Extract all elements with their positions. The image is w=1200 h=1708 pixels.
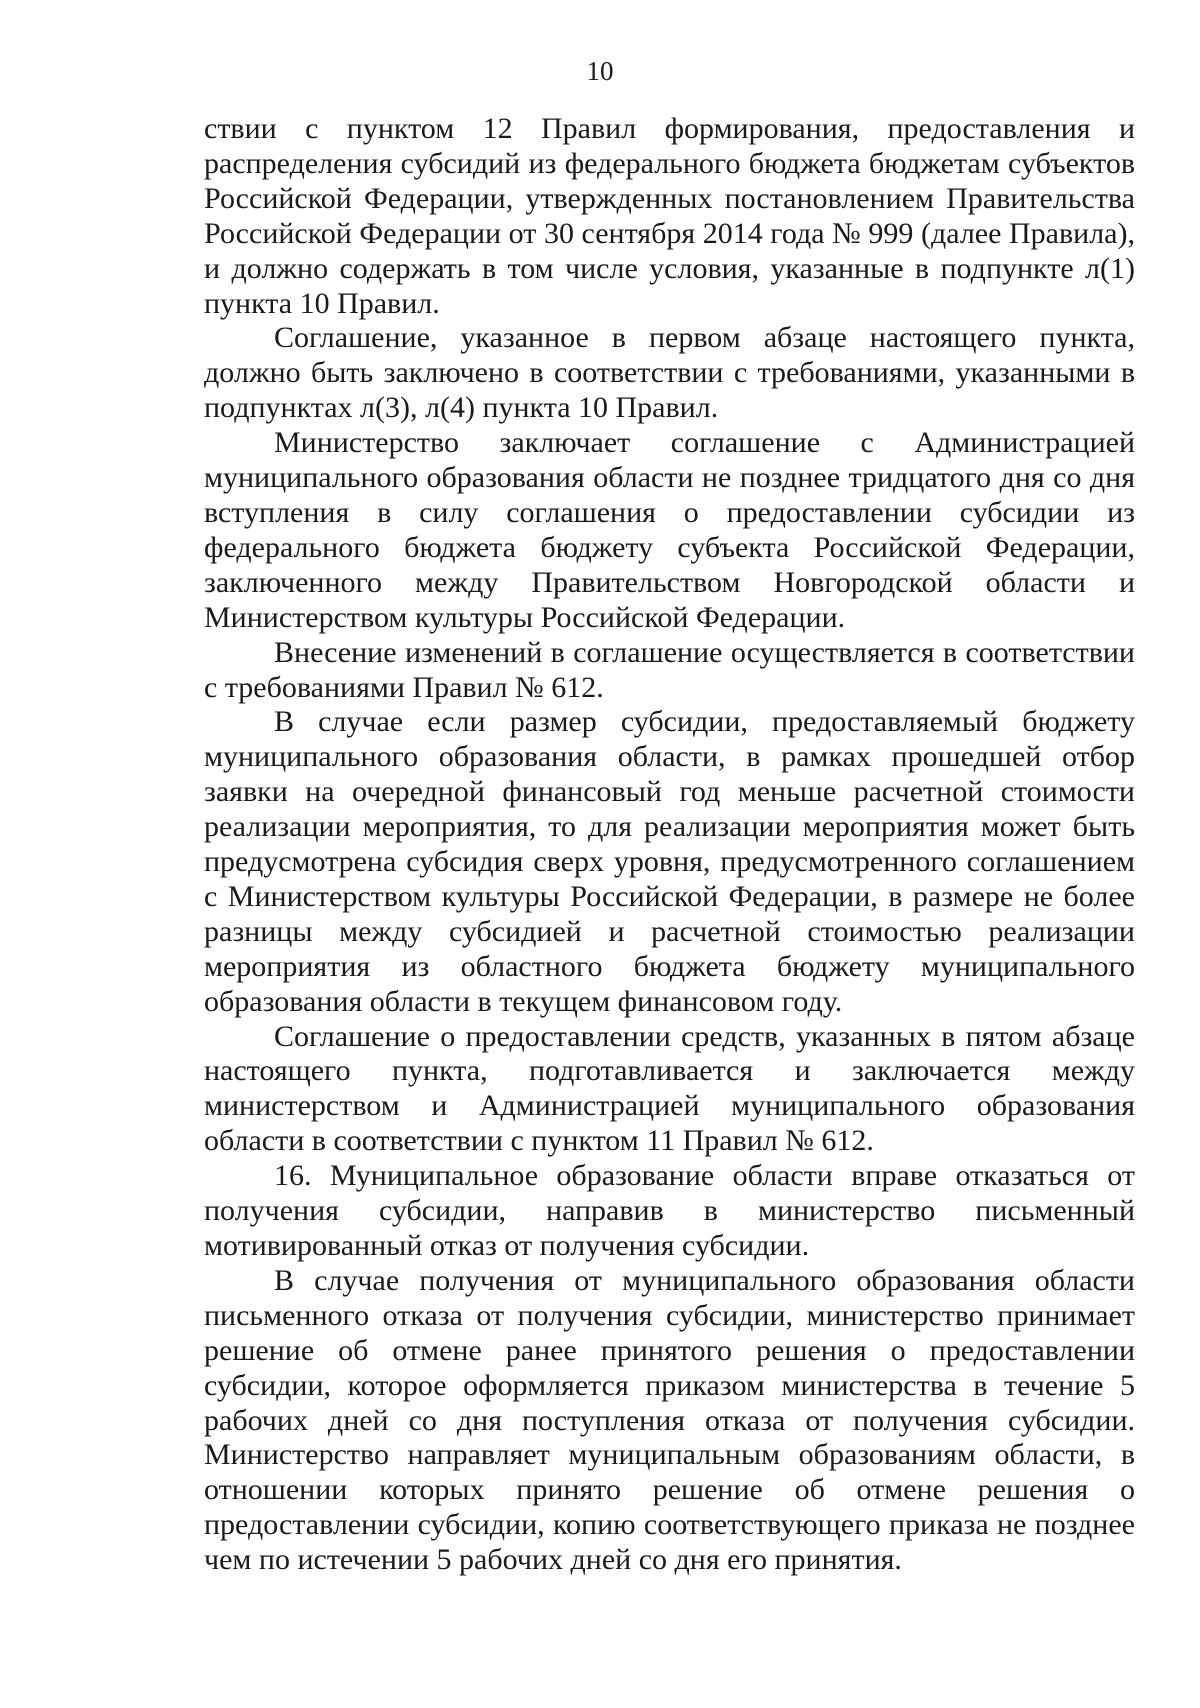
page-number: 10: [586, 56, 614, 86]
paragraph-funds-agreement: Соглашение о предоставлении средств, указанных в пятом абзаце настоящего пункта, подготавливается и заключается между министерством и Администрацией муниципального образования области в соответствии с пунктом 11 Правил № 612.: [204, 1019, 1135, 1158]
paragraph-item-16: 16. Муниципальное образование области вправе отказаться от получения субсидии, направив в министерство письменный мотивированный отказ от получения субсидии.: [204, 1159, 1135, 1262]
paragraph-agreement-requirements: Соглашение, указанное в первом абзаце настоящего пункта, должно быть заключено в соответствии с требованиями, указанными в подпунктах л(3), л(4) пункта 10 Правил.: [204, 321, 1135, 425]
paragraph-amendments: Внесение изменений в соглашение осуществляется в соответствии с требованиями Правил № 612.: [204, 635, 1135, 704]
document-body: [204, 112, 1135, 1578]
paragraph-refusal-procedure: В случае получения от муниципального образования области письменного отказа от получения субсидии, министерство принимает решение об отмене ранее принятого решения о предоставлении субсидии, которое оформляется приказом министерства в течение 5 рабочих дней со дня поступления отказа от получения субсидии. Министерство направляет муниципальным образованиям области, в отношении которых принято решение об отмене решения о предоставлении субсидии, копию соответствующего приказа не позднее чем по истечении 5 рабочих дней со дня его принятия.: [204, 1263, 1135, 1577]
paragraph-subsidy-size: В случае если размер субсидии, предоставляемый бюджету муниципального образования области, в рамках прошедшей отбор заявки на очередной финансовый год меньше расчетной стоимости реализации мероприятия, то для реализации мероприятия может быть предусмотрена субсидия сверх уровня, предусмотренного соглашением с Министерством культуры Российской Федерации, в размере не более разницы между субсидией и расчетной стоимостью реализации мероприятия из областного бюджета бюджету муниципального образования области в текущем финансовом году.: [204, 705, 1135, 1018]
paragraph-continuation: ствии с пунктом 12 Правил формирования, предоставления и распределения субсидий из федерального бюджета бюджетам субъектов Российской Федерации, утвержденных постановлением Правительства Российской Федерации от 30 сентября 2014 года № 999 (далее Правила), и должно содержать в том числе условия, указанные в подпункте л(1) пункта 10 Правил.: [204, 112, 1135, 320]
paragraph-ministry-agreement: Министерство заключает соглашение с Администрацией муниципального образования области не позднее тридцатого дня со дня вступления в силу соглашения о предоставлении субсидии из федерального бюджета бюджету субъекта Российской Федерации, заключенного между Правительством Новгородской области и Министерством культуры Российской Федерации.: [204, 426, 1135, 634]
